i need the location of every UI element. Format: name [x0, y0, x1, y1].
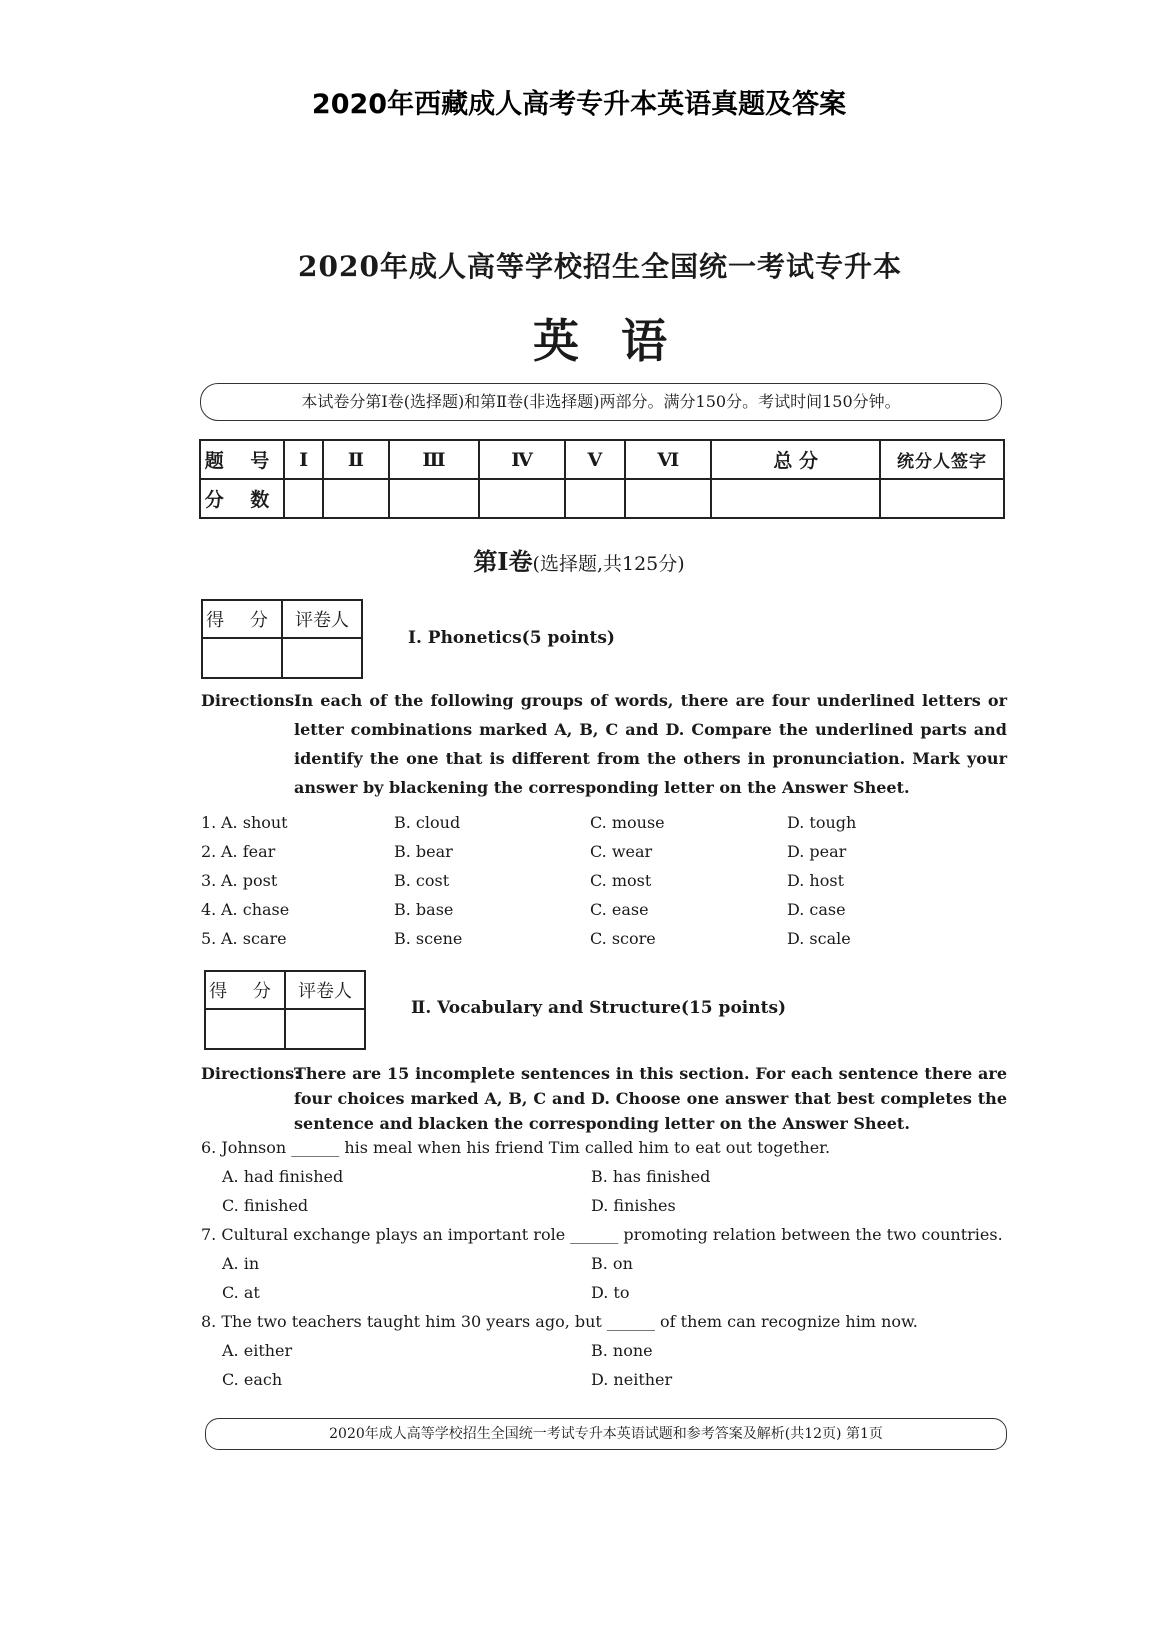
option-a[interactable]: A. post — [221, 871, 278, 890]
option-d[interactable]: D. to — [591, 1283, 630, 1302]
list-item — [201, 929, 1001, 958]
exam-title: 2020年成人高等学校招生全国统一考试专升本 — [298, 250, 902, 283]
score-table-header: Ⅵ — [625, 440, 711, 479]
question-stem: 8. The two teachers taught him 30 years ago, but ______ of them can recognize him now. — [201, 1312, 918, 1331]
grader-reviewer-label: 评卷人 — [282, 600, 362, 638]
item-number: 1. — [201, 813, 217, 832]
item-number: 5. — [201, 929, 217, 948]
document-title: 2020年西藏成人高考专升本英语真题及答案 — [311, 89, 847, 120]
section-2-directions — [201, 1061, 1007, 1136]
score-cell[interactable] — [389, 479, 480, 518]
score-cell[interactable] — [565, 479, 626, 518]
score-table-header: Ⅰ — [284, 440, 323, 479]
grader-reviewer-label: 评卷人 — [285, 971, 365, 1009]
score-cell[interactable] — [880, 479, 1004, 518]
option-a[interactable]: A. chase — [221, 900, 290, 919]
item-number: 4. — [201, 900, 217, 919]
option-d[interactable]: D. neither — [591, 1370, 673, 1389]
option-c[interactable]: C. mouse — [590, 813, 665, 832]
grader-score-cell[interactable] — [202, 638, 282, 678]
directions-label: Directions: — [201, 1064, 300, 1083]
option-b[interactable]: B. cost — [394, 871, 450, 890]
score-cell[interactable] — [479, 479, 564, 518]
part-1-note: (选择题,共125分) — [532, 553, 685, 575]
option-c[interactable]: C. ease — [590, 900, 649, 919]
page-footer: 2020年成人高等学校招生全国统一考试专升本英语试题和参考答案及解析(共12页) 第1页 — [205, 1418, 1007, 1450]
score-table — [199, 439, 1005, 519]
phonetics-items — [201, 813, 1001, 958]
grader-score-cell[interactable] — [205, 1009, 285, 1049]
item-number: 3. — [201, 871, 217, 890]
directions-label: Directions: — [201, 691, 300, 710]
option-d[interactable]: D. finishes — [591, 1196, 676, 1215]
option-a[interactable]: A. in — [222, 1254, 260, 1273]
question-stem: 6. Johnson ______ his meal when his friend Tim called him to eat out together. — [201, 1138, 831, 1157]
option-b[interactable]: B. bear — [394, 842, 453, 861]
option-a[interactable]: A. shout — [221, 813, 288, 832]
score-cell[interactable] — [625, 479, 711, 518]
grader-reviewer-cell[interactable] — [282, 638, 362, 678]
option-d[interactable]: D. pear — [787, 842, 847, 861]
option-c[interactable]: C. at — [222, 1283, 260, 1302]
option-a[interactable]: A. scare — [221, 929, 287, 948]
option-d[interactable]: D. case — [787, 900, 846, 919]
score-cell[interactable] — [711, 479, 880, 518]
option-a[interactable]: A. had finished — [222, 1167, 344, 1186]
directions-text: There are 15 incomplete sentences in this section. For each sentence there are four choices marked A, B, C and D. Choose one answer that best completes the sentence and blacken the corresponding letter on the Answer Sheet. — [294, 1064, 1007, 1133]
list-item — [201, 871, 1001, 900]
vocabulary-questions — [201, 1138, 1011, 1399]
option-a[interactable]: A. either — [222, 1341, 293, 1360]
option-b[interactable]: B. base — [394, 900, 454, 919]
option-b[interactable]: B. scene — [394, 929, 463, 948]
question-stem: 7. Cultural exchange plays an important role ______ promoting relation between the two countries. — [201, 1225, 1003, 1244]
option-b[interactable]: B. on — [591, 1254, 633, 1273]
list-item — [201, 842, 1001, 871]
option-d[interactable]: D. scale — [787, 929, 851, 948]
score-table-header: Ⅲ — [389, 440, 480, 479]
list-item — [201, 813, 1001, 842]
score-table-header: Ⅳ — [479, 440, 564, 479]
part-1-title — [0, 542, 1158, 577]
grader-box — [204, 970, 366, 1050]
score-table-header: 统分人签字 — [880, 440, 1004, 479]
option-b[interactable]: B. has finished — [591, 1167, 711, 1186]
score-table-header: Ⅱ — [323, 440, 388, 479]
score-cell[interactable] — [323, 479, 388, 518]
section-1-title: Ⅰ. Phonetics(5 points) — [408, 628, 615, 648]
score-row-label: 分 数 — [200, 479, 284, 518]
option-d[interactable]: D. host — [787, 871, 845, 890]
grader-score-label: 得 分 — [202, 600, 282, 638]
section-1-directions — [201, 686, 1007, 802]
grader-box — [201, 599, 363, 679]
option-b[interactable]: B. none — [591, 1341, 653, 1360]
option-c[interactable]: C. finished — [222, 1196, 309, 1215]
question — [201, 1138, 1011, 1225]
part-1-label: 第Ⅰ卷 — [473, 547, 533, 576]
score-table-header: Ⅴ — [565, 440, 626, 479]
item-number: 2. — [201, 842, 217, 861]
score-cell[interactable] — [284, 479, 323, 518]
directions-text: In each of the following groups of words, there are four underlined letters or letter combinations marked A, B, C and D. Compare the underlined parts and identify the one that is different from the others in pronunciation. Mark your answer by blackening the corresponding letter on the Answer Sheet. — [294, 691, 1007, 797]
option-d[interactable]: D. tough — [787, 813, 857, 832]
score-table-header: 题 号 — [200, 440, 284, 479]
option-c[interactable]: C. wear — [590, 842, 653, 861]
option-c[interactable]: C. score — [590, 929, 656, 948]
option-b[interactable]: B. cloud — [394, 813, 461, 832]
score-table-score-row — [200, 479, 1004, 518]
section-2-title: Ⅱ. Vocabulary and Structure(15 points) — [411, 998, 787, 1018]
grader-score-label: 得 分 — [205, 971, 285, 1009]
option-c[interactable]: C. most — [590, 871, 652, 890]
grader-reviewer-cell[interactable] — [285, 1009, 365, 1049]
exam-notice: 本试卷分第Ⅰ卷(选择题)和第Ⅱ卷(非选择题)两部分。满分150分。考试时间150分钟。 — [200, 383, 1002, 421]
question — [201, 1225, 1011, 1312]
score-table-header-row — [200, 440, 1004, 479]
list-item — [201, 900, 1001, 929]
question — [201, 1312, 1011, 1399]
score-table-header: 总 分 — [711, 440, 880, 479]
subject-title: 英语 — [533, 314, 709, 368]
option-c[interactable]: C. each — [222, 1370, 283, 1389]
option-a[interactable]: A. fear — [221, 842, 276, 861]
